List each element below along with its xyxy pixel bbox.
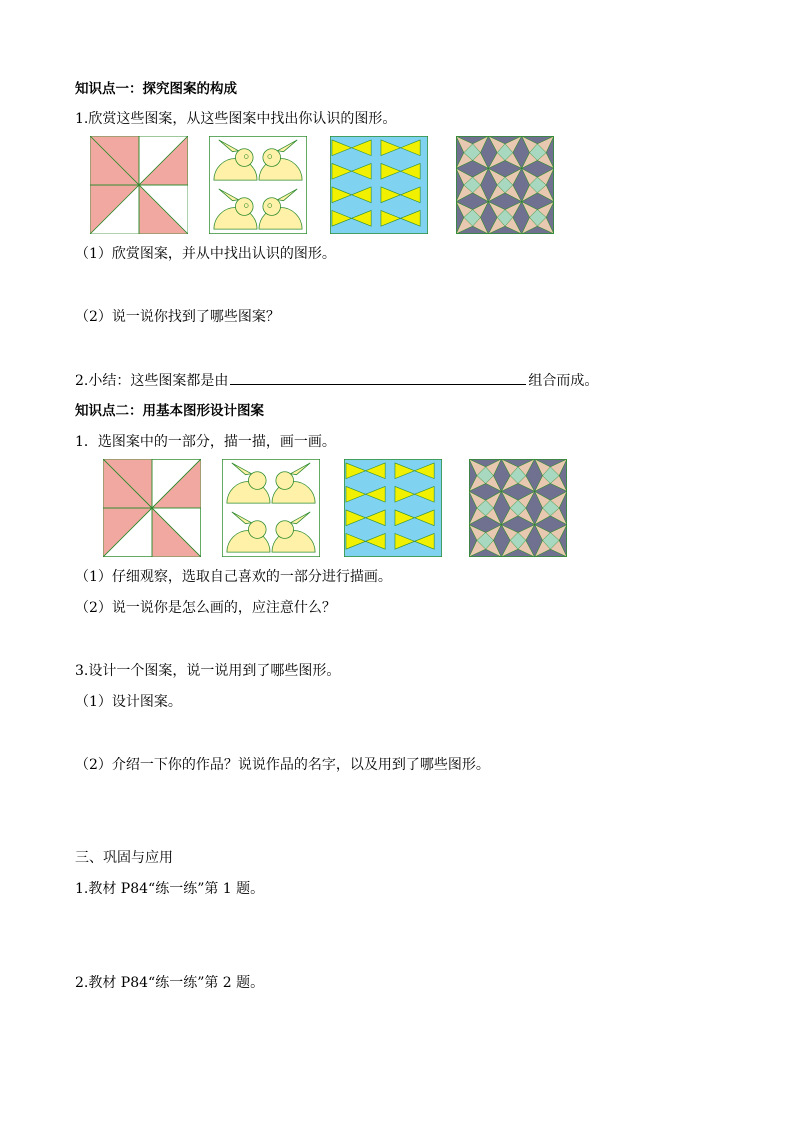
fish-pattern-image [330,136,428,234]
section3-question-1: 1.教材 P84“练一练”第 1 题。 [75,881,265,897]
section2-heading: 知识点二：用基本图形设计图案 [75,403,264,419]
answer-blank[interactable] [230,370,526,385]
section1-question-1: 1.欣赏这些图案，从这些图案中找出你认识的图形。 [75,111,397,127]
summary-suffix: 组合而成。 [528,373,599,389]
section2-question-3: 3.设计一个图案，说一说用到了哪些图形。 [75,663,341,679]
section1-question-2 [75,370,598,390]
pinwheel-pattern-image [90,136,188,234]
pinwheel-pattern-image-2 [103,459,201,557]
section1-heading: 知识点一：探究图案的构成 [75,81,237,97]
kaleidoscope-pattern-image-2 [469,459,567,557]
section2-question-3-b: （2）介绍一下你的作品？说说作品的名字，以及用到了哪些图形。 [75,757,490,773]
section2-question-1-a: （1）仔细观察，选取自己喜欢的一部分进行描画。 [75,569,392,585]
section3-heading: 三、巩固与应用 [75,850,173,866]
summary-prefix: 2.小结：这些图案都是由 [75,373,229,389]
section3-question-2: 2.教材 P84“练一练”第 2 题。 [75,975,265,991]
section1-question-1-b: （2）说一说你找到了哪些图案？ [75,309,280,325]
kaleidoscope-pattern-image [456,136,554,234]
section1-question-1-a: （1）欣赏图案，并从中找出认识的图形。 [75,246,336,262]
section2-question-1-b: （2）说一说你是怎么画的，应注意什么？ [75,600,336,616]
rabbit-pattern-image [209,136,307,234]
section2-question-3-a: （1）设计图案。 [75,694,182,710]
rabbit-pattern-image-2 [222,459,320,557]
fish-pattern-image-2 [344,459,442,557]
section2-question-1: 1．选图案中的一部分，描一描，画一画。 [75,434,336,450]
